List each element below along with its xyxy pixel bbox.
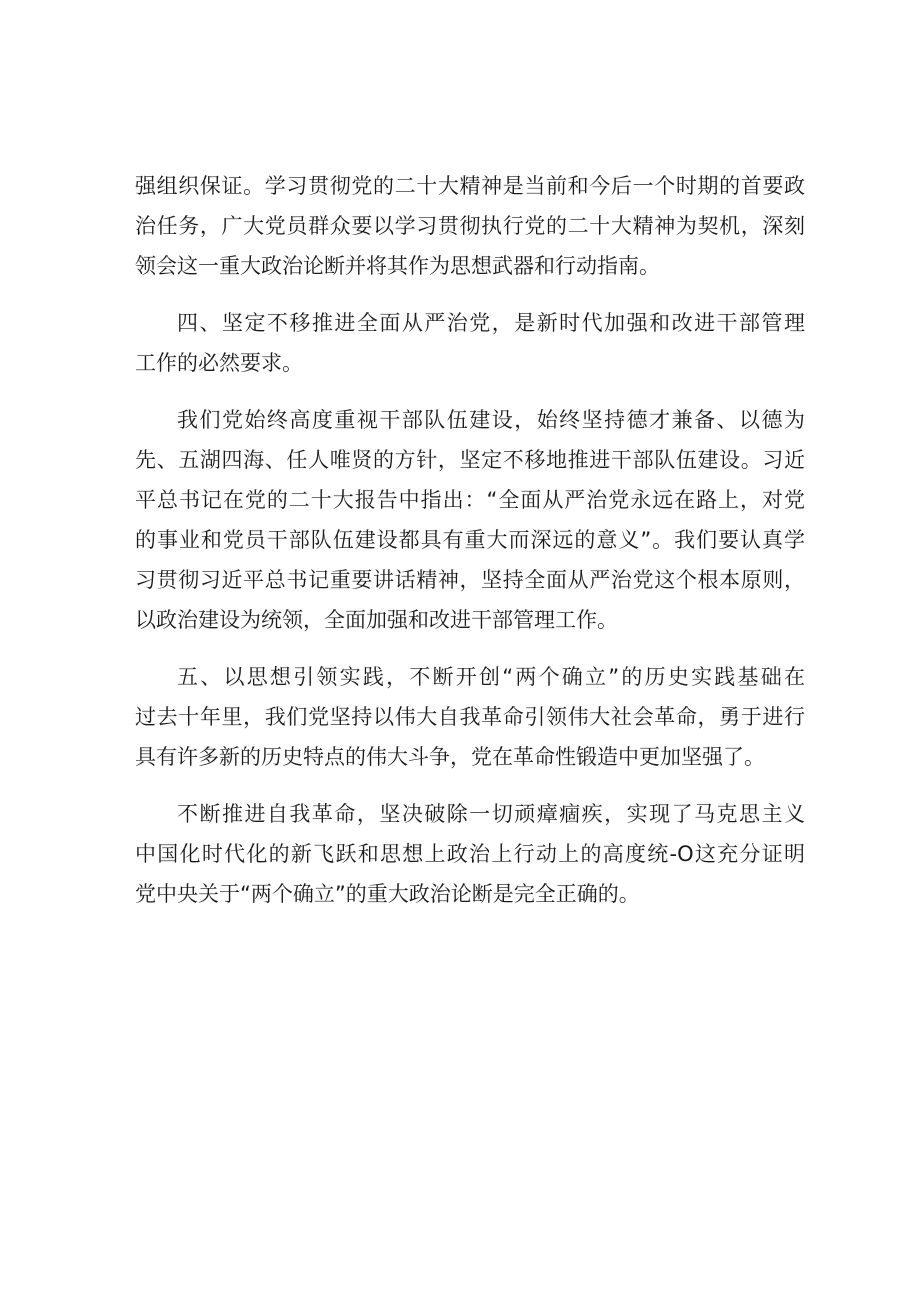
paragraph-line: 五、以思想引领实践，不断开创“两个确立”的历史实践基础在 [177,665,805,689]
paragraph-line: 领会这一重大政治论断并将其作为思想武器和行动指南。 [135,254,660,278]
paragraph-line: 强组织保证。学习贯彻党的二十大精神是当前和今后一个时期的首要政 [135,174,805,198]
paragraph-spacer [135,777,805,794]
paragraph-line: 工作的必然要求。 [135,351,303,375]
paragraph-line: 先、五湖四海、任人唯贤的方针，坚定不移地推进干部队伍建设。习近 [135,448,805,472]
paragraph-line: 平总书记在党的二十大报告中指出：“全面从严治党永远在路上，对党 [135,488,805,512]
paragraph-line: 过去十年里，我们党坚持以伟大自我革命引领伟大社会革命，勇于进行 [135,705,805,729]
paragraph-line: 具有许多新的历史特点的伟大斗争，党在革命性锻造中更加坚强了。 [135,745,765,769]
paragraph-spacer [135,640,805,657]
paragraph-line: 我们党始终高度重视干部队伍建设，始终坚持德才兼备、以德为 [177,408,805,432]
paragraph-5 [135,794,805,914]
paragraph-line: 不断推进自我革命，坚决破除一切顽瘴痼疾，实现了马克思主义 [177,802,805,826]
paragraph-line: 习贯彻习近平总书记重要讲话精神，坚持全面从严治党这个根本原则， [135,568,805,592]
document-body [135,166,805,914]
paragraph-line: 以政治建设为统领，全面加强和改进干部管理工作。 [135,608,618,632]
paragraph-3 [135,400,805,640]
paragraph-4-heading [135,657,805,777]
paragraph-spacer [135,286,805,303]
paragraph-line: 中国化时代化的新飞跃和思想上政治上行动上的高度统-O这充分证明 [135,842,805,866]
paragraph-spacer [135,383,805,400]
paragraph-1 [135,166,805,286]
paragraph-line: 党中央关于“两个确立”的重大政治论断是完全正确的。 [135,882,640,906]
paragraph-2-heading [135,303,805,383]
paragraph-line: 四、坚定不移推进全面从严治党，是新时代加强和改进干部管理 [177,311,805,335]
paragraph-line: 的事业和党员干部队伍建设都具有重大而深远的意义”。我们要认真学 [135,528,805,552]
paragraph-line: 治任务，广大党员群众要以学习贯彻执行党的二十大精神为契机，深刻 [135,214,805,238]
